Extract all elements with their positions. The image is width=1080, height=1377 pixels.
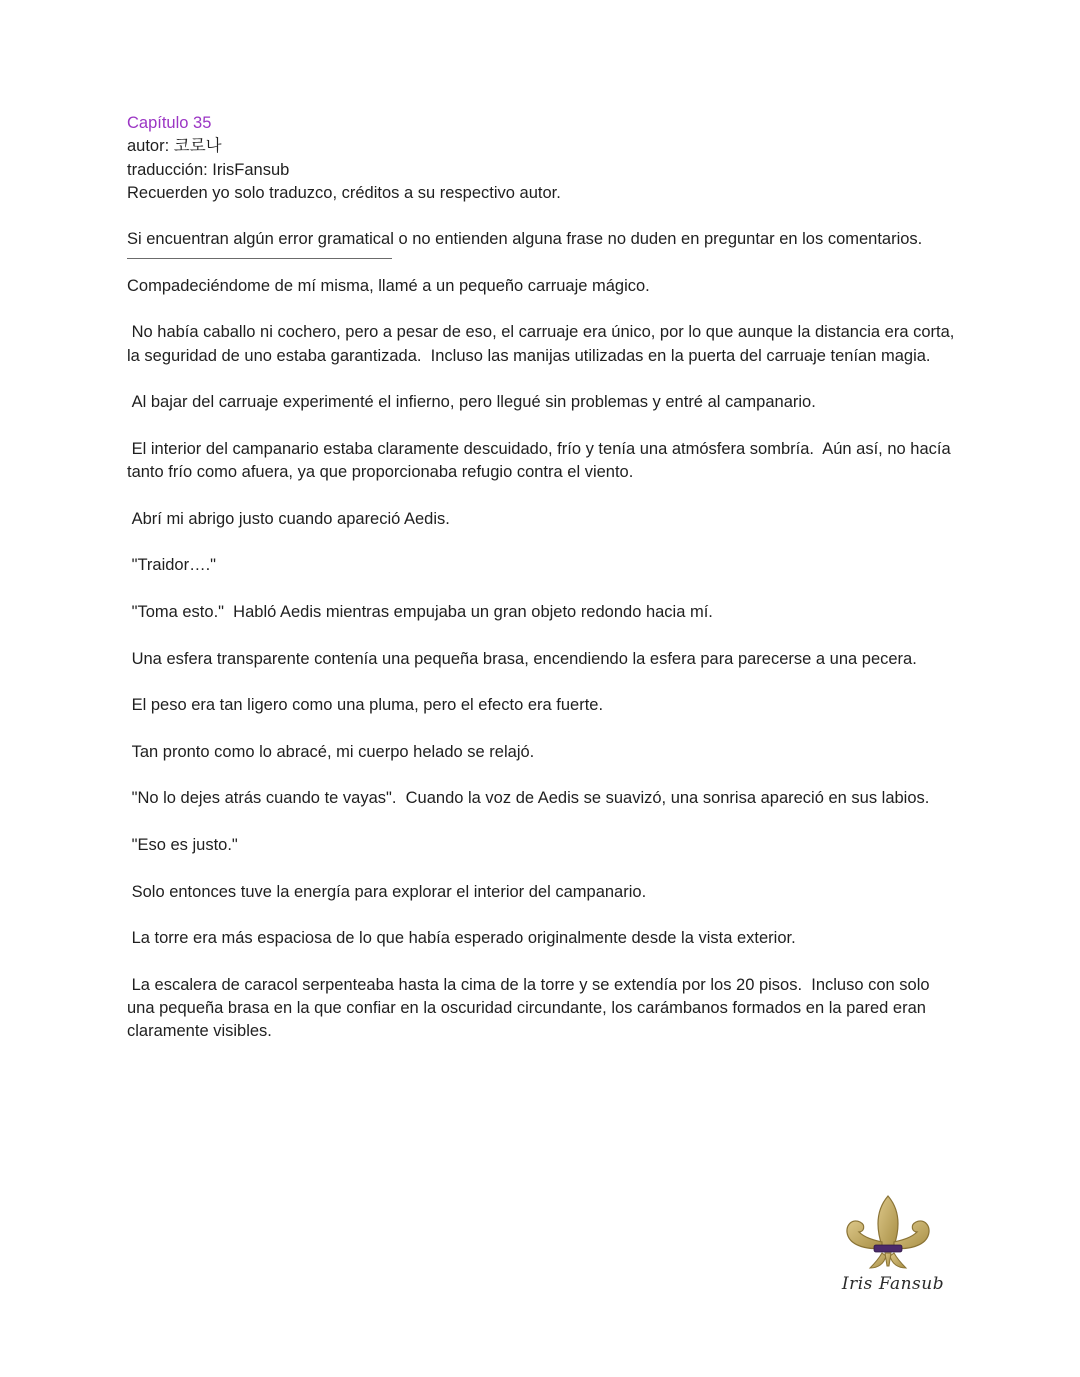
story-paragraph: El interior del campanario estaba claramente descuidado, frío y tenía una atmósfera sombría. Aún así, no hacía tanto frío como afuera, ya que proporcionaba refugio contra el viento. — [127, 439, 956, 482]
story-paragraph: "No lo dejes atrás cuando te vayas". Cuando la voz de Aedis se suavizó, una sonrisa apareció en sus labios. — [127, 789, 930, 808]
story-paragraph: Tan pronto como lo abracé, mi cuerpo helado se relajó. — [127, 742, 535, 761]
notice-paragraph: Si encuentran algún error gramatical o no entienden alguna frase no duden en preguntar en los comentarios. — [127, 230, 923, 249]
author-line: autor: 코로나 — [127, 137, 222, 156]
story-paragraph: Solo entonces tuve la energía para explorar el interior del campanario. — [127, 882, 647, 901]
logo-text: Iris Fansub — [841, 1274, 945, 1294]
horizontal-divider — [127, 258, 392, 259]
story-paragraph: "Toma esto." Habló Aedis mientras empujaba un gran objeto redondo hacia mí. — [127, 602, 713, 621]
story-paragraph: La escalera de caracol serpenteaba hasta la cima de la torre y se extendía por los 20 pisos. Incluso con solo una pequeña brasa en la que confiar en la oscuridad circundante, los carámbanos formados en la pared eran claramente visibles. — [127, 975, 935, 1041]
chapter-title: Capítulo 35 — [127, 114, 212, 132]
story-paragraph: Una esfera transparente contenía una pequeña brasa, encendiendo la esfera para parecerse a una pecera. — [127, 649, 917, 668]
fleur-de-lis-icon — [838, 1192, 948, 1274]
credits-line: Recuerden yo solo traduzco, créditos a su respectivo autor. — [127, 183, 561, 202]
story-paragraph: Al bajar del carruaje experimenté el infierno, pero llegué sin problemas y entré al campanario. — [127, 393, 816, 412]
story-body — [127, 275, 957, 1044]
story-paragraph: Abrí mi abrigo justo cuando apareció Aedis. — [127, 509, 450, 528]
iris-fansub-logo — [838, 1192, 948, 1304]
story-paragraph: "Traidor…." — [127, 556, 217, 575]
story-paragraph: El peso era tan ligero como una pluma, pero el efecto era fuerte. — [127, 696, 604, 715]
story-paragraph: No había caballo ni cochero, pero a pesar de eso, el carruaje era único, por lo que aunque la distancia era corta, la seguridad de uno estaba garantizada. Incluso las manijas utilizadas en la puerta del carruaje tenían magia. — [127, 323, 959, 365]
spacer — [127, 205, 957, 228]
story-paragraph: Compadeciéndome de mí misma, llamé a un pequeño carruaje mágico. — [127, 276, 650, 295]
document-page — [127, 112, 957, 1044]
story-paragraph: "Eso es justo." — [127, 835, 238, 854]
story-paragraph: La torre era más espaciosa de lo que había esperado originalmente desde la vista exterior. — [127, 929, 796, 948]
translation-line: traducción: IrisFansub — [127, 160, 290, 179]
